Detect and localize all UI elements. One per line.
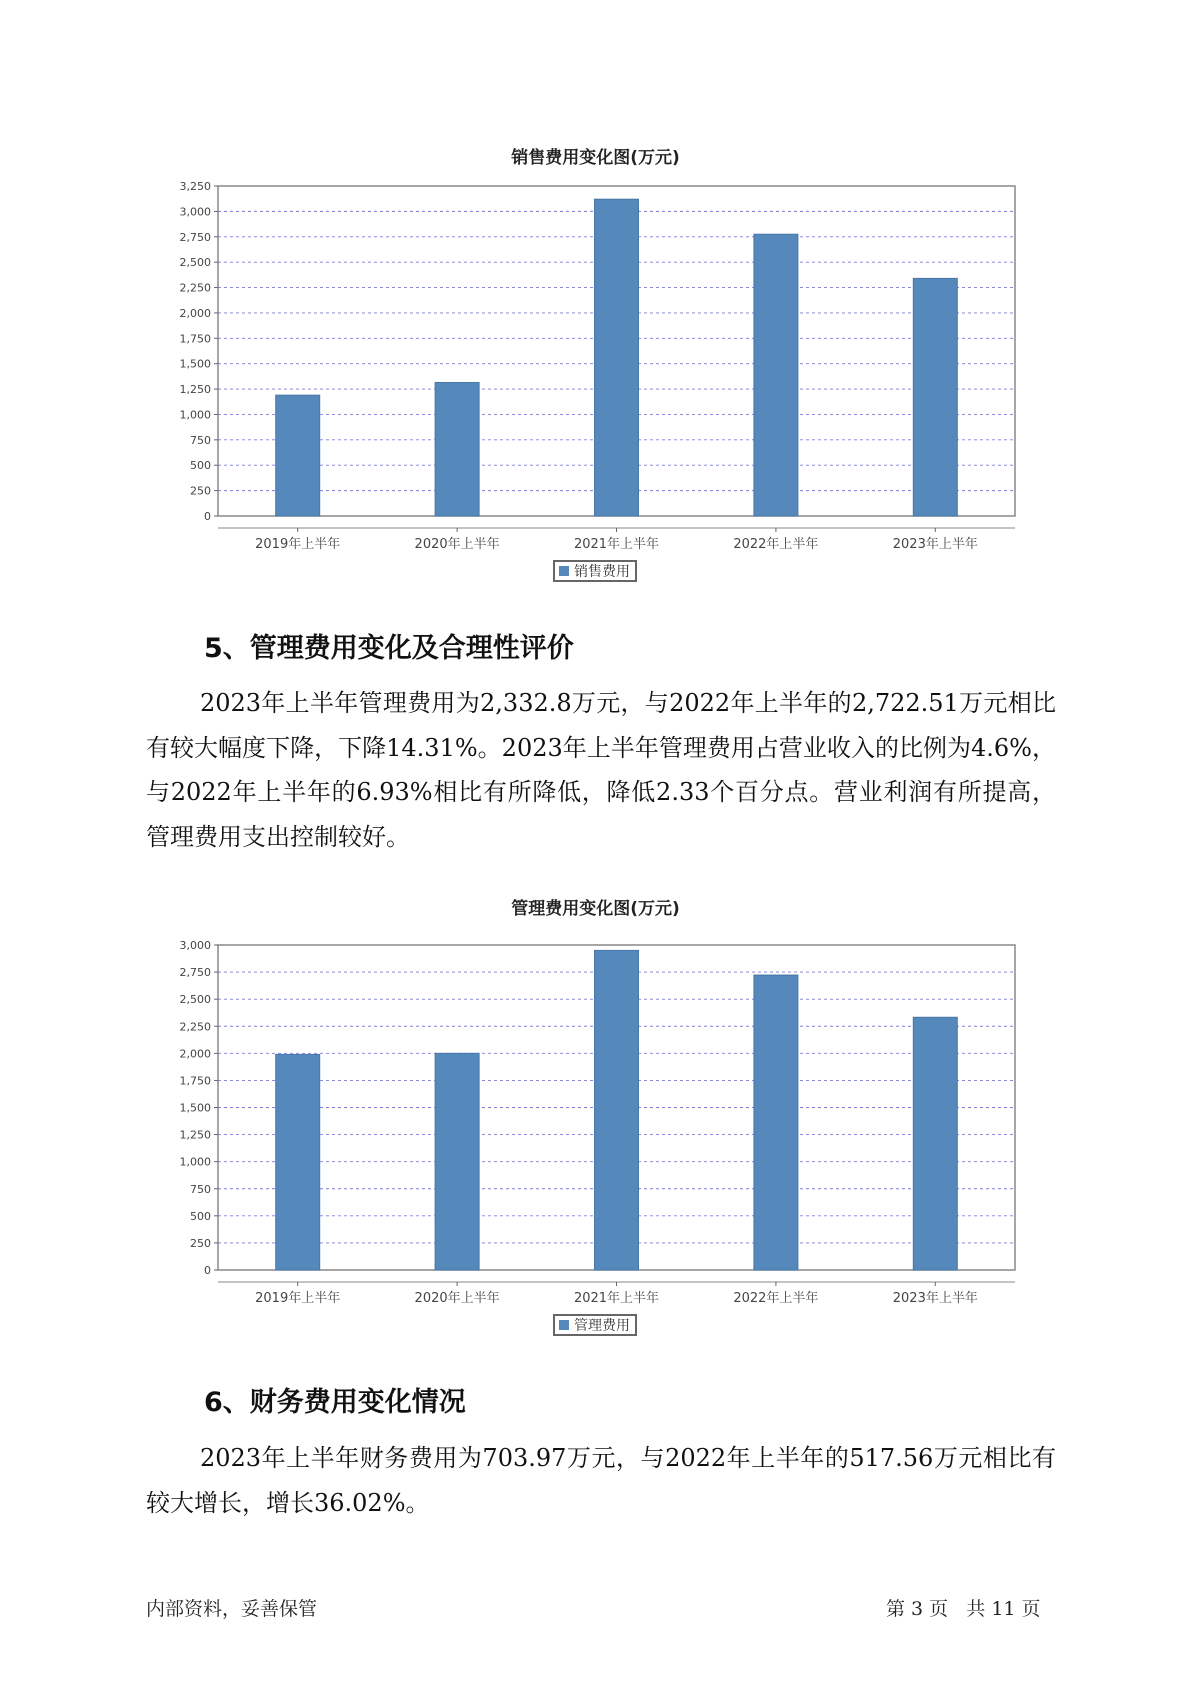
y-tick-label: 1,750	[179, 332, 211, 346]
y-tick-label: 2,000	[179, 1047, 211, 1061]
y-tick-label: 3,000	[179, 205, 211, 219]
y-tick-label: 1,750	[179, 1074, 211, 1088]
footer-left: 内部资料，妥善保管	[146, 1598, 318, 1620]
y-tick-label: 2,750	[179, 966, 211, 980]
x-tick-label: 2021年上半年	[573, 1291, 660, 1306]
y-tick-label: 0	[204, 1264, 211, 1277]
y-tick-label: 2,250	[179, 281, 211, 295]
y-tick-label: 1,000	[179, 408, 211, 422]
x-tick-label: 2020年上半年	[414, 1291, 500, 1306]
y-tick-label: 2,750	[179, 230, 211, 244]
x-tick-label: 2019年上半年	[255, 537, 341, 552]
x-tick-label: 2020年上半年	[414, 537, 500, 552]
y-tick-label: 2,000	[179, 306, 211, 320]
x-tick-label: 2019年上半年	[255, 1291, 341, 1306]
y-tick-label: 500	[190, 459, 211, 473]
x-tick-label: 2021年上半年	[573, 537, 660, 552]
legend-label: 销售费用	[574, 564, 630, 580]
y-tick-label: 1,000	[179, 1155, 211, 1169]
y-tick-label: 750	[190, 433, 211, 447]
bar	[276, 1054, 320, 1270]
x-tick-label: 2022年上半年	[733, 537, 819, 552]
y-tick-label: 3,250	[179, 180, 211, 193]
bar	[913, 1017, 957, 1270]
y-tick-label: 2,500	[179, 256, 211, 270]
y-tick-label: 1,500	[179, 1101, 211, 1115]
section5-heading: 5、管理费用变化及合理性评价	[204, 633, 574, 664]
y-tick-label: 1,250	[179, 383, 211, 397]
y-tick-label: 250	[190, 1236, 211, 1250]
x-tick-label: 2022年上半年	[733, 1291, 819, 1306]
legend-swatch	[559, 1320, 569, 1330]
bar	[595, 950, 639, 1270]
sales-expense-chart-title: 销售费用变化图(万元)	[511, 148, 680, 168]
bar	[435, 1053, 479, 1270]
y-tick-label: 1,250	[179, 1128, 211, 1142]
legend-label: 管理费用	[574, 1318, 630, 1334]
y-tick-label: 500	[190, 1209, 211, 1223]
x-tick-label: 2023年上半年	[892, 1291, 978, 1306]
admin-expense-chart-title: 管理费用变化图(万元)	[511, 899, 680, 919]
y-tick-label: 1,500	[179, 357, 211, 371]
x-tick-label: 2023年上半年	[892, 537, 978, 552]
y-tick-label: 2,250	[179, 1020, 211, 1034]
y-tick-label: 0	[204, 510, 211, 523]
section5-paragraph: 2023年上半年管理费用为2,332.8万元，与2022年上半年的2,722.51万元相比有较大幅度下降，下降14.31%。2023年上半年管理费用占营业收入的比例为4.6%，与2022年上半年的6.93%相比有所降低，降低2.33个百分点。营业利润有所提高，管理费用支出控制较好。	[146, 689, 1056, 851]
y-tick-label: 250	[190, 484, 211, 498]
section6-heading: 6、财务费用变化情况	[204, 1387, 466, 1418]
footer-page-number: 第 3 页 共 11 页	[886, 1598, 1041, 1620]
section6-paragraph: 2023年上半年财务费用为703.97万元，与2022年上半年的517.56万元相比有较大增长，增长36.02%。	[146, 1444, 1056, 1517]
admin-expense-legend	[553, 1314, 637, 1336]
bar	[754, 975, 798, 1270]
y-tick-label: 3,000	[179, 939, 211, 952]
y-tick-label: 2,500	[179, 993, 211, 1007]
y-tick-label: 750	[190, 1182, 211, 1196]
